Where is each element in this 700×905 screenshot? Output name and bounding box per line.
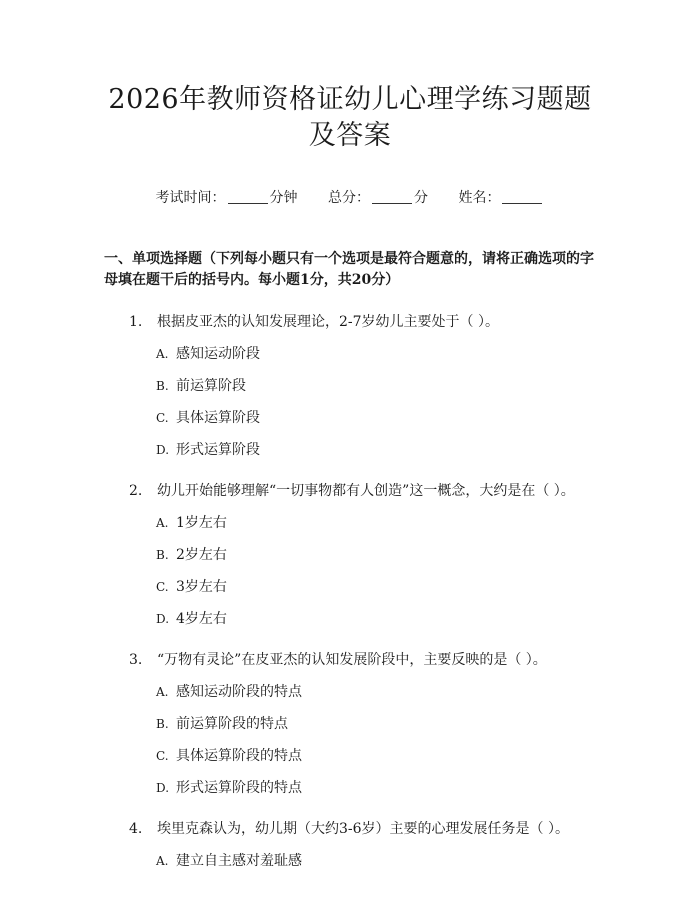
question-stem [104, 650, 596, 670]
option-list [104, 851, 596, 871]
answer-option [104, 778, 596, 798]
answer-option [104, 545, 596, 565]
question-number: 1. [129, 314, 143, 330]
question-item [104, 312, 596, 460]
answer-option [104, 746, 596, 766]
option-list [104, 682, 596, 798]
question-stem [104, 312, 596, 332]
option-letter: C. [156, 749, 169, 763]
option-text: 感知运动阶段的特点 [176, 684, 302, 700]
exam-time-unit: 分钟 [269, 190, 298, 206]
option-text: 形式运算阶段的特点 [176, 780, 302, 796]
answer-option [104, 714, 596, 734]
question-stem [104, 481, 596, 501]
option-letter: A. [156, 516, 169, 530]
option-text: 1岁左右 [176, 515, 227, 531]
question-stem [104, 819, 596, 839]
question-number: 4. [129, 821, 143, 837]
answer-option [104, 408, 596, 428]
option-letter: A. [156, 854, 169, 868]
question-item [104, 481, 596, 629]
question-number: 2. [129, 483, 143, 499]
question-item [104, 650, 596, 798]
question-number: 3. [129, 652, 143, 668]
option-letter: D. [156, 781, 170, 795]
option-letter: B. [156, 717, 169, 731]
option-list [104, 513, 596, 629]
answer-option [104, 577, 596, 597]
exam-meta [104, 188, 596, 208]
question-item [104, 819, 596, 871]
document-title: 2026年教师资格证幼儿心理学练习题题及答案 [108, 84, 592, 151]
option-text: 感知运动阶段 [176, 346, 260, 362]
total-score [328, 188, 428, 208]
student-name [458, 188, 544, 208]
question-list [104, 312, 596, 871]
option-letter: A. [156, 685, 169, 699]
option-text: 具体运算阶段的特点 [176, 748, 302, 764]
option-letter: B. [156, 548, 169, 562]
answer-option [104, 440, 596, 460]
option-letter: A. [156, 347, 169, 361]
option-text: 形式运算阶段 [176, 442, 260, 458]
student-name-label: 姓名： [458, 190, 501, 206]
question-text: 根据皮亚杰的认知发展理论，2-7岁幼儿主要处于（ ）。 [157, 314, 499, 330]
option-text: 建立自主感对羞耻感 [176, 853, 302, 869]
option-text: 4岁左右 [176, 611, 227, 627]
option-letter: B. [156, 379, 169, 393]
option-text: 前运算阶段的特点 [176, 716, 288, 732]
total-score-blank [372, 189, 412, 204]
option-letter: C. [156, 411, 169, 425]
total-score-label: 总分： [328, 190, 370, 206]
option-list [104, 344, 596, 460]
student-name-blank [502, 189, 542, 204]
option-letter: D. [156, 612, 170, 626]
answer-option [104, 376, 596, 396]
total-score-unit: 分 [414, 190, 428, 206]
option-text: 2岁左右 [176, 547, 227, 563]
option-text: 前运算阶段 [176, 378, 246, 394]
answer-option [104, 682, 596, 702]
answer-option [104, 609, 596, 629]
exam-time [156, 188, 298, 208]
answer-option [104, 851, 596, 871]
option-text: 具体运算阶段 [176, 410, 260, 426]
option-letter: D. [156, 443, 170, 457]
answer-option [104, 513, 596, 533]
exam-time-label: 考试时间： [155, 190, 226, 206]
question-text: 幼儿开始能够理解“一切事物都有人创造”这一概念，大约是在（ ）。 [157, 483, 575, 499]
question-text: 埃里克森认为，幼儿期（大约3-6岁）主要的心理发展任务是（ ）。 [157, 821, 569, 837]
question-text: “万物有灵论”在皮亚杰的认知发展阶段中，主要反映的是（ ）。 [157, 652, 547, 668]
option-text: 3岁左右 [176, 579, 227, 595]
answer-option [104, 344, 596, 364]
section-title: 一、单项选择题（下列每小题只有一个选项是最符合题意的，请将正确选项的字母填在题干后的括号内。每小题1分，共20分） [104, 251, 594, 288]
option-letter: C. [156, 580, 169, 594]
exam-time-blank [228, 189, 268, 204]
